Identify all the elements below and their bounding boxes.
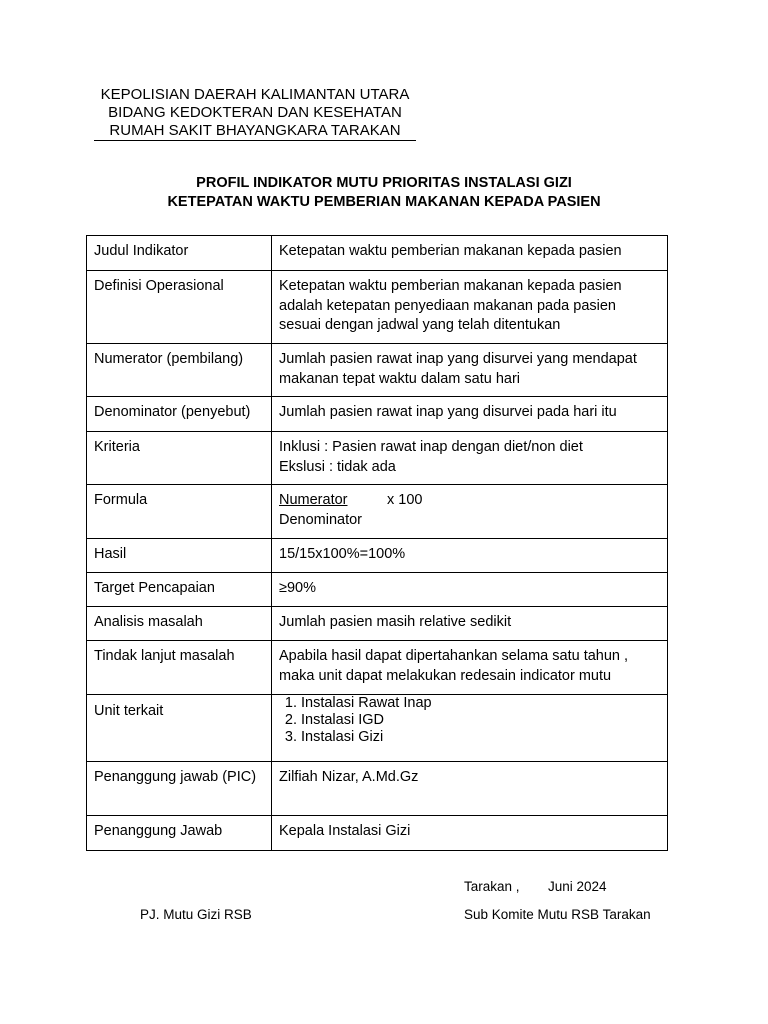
row-label-kriteria: Kriteria [87,432,272,485]
row-label-analisis: Analisis masalah [87,607,272,641]
table-row [87,344,668,397]
formula-numerator: Numerator [279,492,348,508]
table-row [87,432,668,485]
row-value-denominator: Jumlah pasien rawat inap yang disurvei pada hari itu [272,397,668,432]
list-item: 3. Instalasi Gizi [301,729,660,746]
row-value-numerator: Jumlah pasien rawat inap yang disurvei yang mendapat makanan tepat waktu dalam satu hari [272,344,668,397]
letterhead-line-2: BIDANG KEDOKTERAN DAN KESEHATAN [108,104,402,121]
letterhead [94,86,416,141]
table-row [87,762,668,816]
row-value-target: ≥90% [272,573,668,607]
row-label-numerator: Numerator (pembilang) [87,344,272,397]
row-label-formula: Formula [87,485,272,539]
row-value-analisis: Jumlah pasien masih relative sedikit [272,607,668,641]
table-row [87,573,668,607]
letterhead-line-3: RUMAH SAKIT BHAYANGKARA TARAKAN [94,122,416,141]
row-value-judul: Ketepatan waktu pemberian makanan kepada pasien [272,236,668,271]
row-label-target: Target Pencapaian [87,573,272,607]
row-label-unit-terkait: Unit terkait [87,695,272,762]
footer-place: Tarakan , [464,879,520,894]
table-row [87,397,668,432]
document-title-line-1: PROFIL INDIKATOR MUTU PRIORITAS INSTALASI GIZI [196,175,572,191]
document-title-line-2: KETEPATAN WAKTU PEMBERIAN MAKANAN KEPADA PASIEN [167,194,601,210]
table-row [87,816,668,851]
row-label-judul: Judul Indikator [87,236,272,271]
row-value-kriteria [272,432,668,485]
footer-date: Juni 2024 [548,879,607,894]
kriteria-eksklusi: Ekslusi : tidak ada [279,458,396,475]
row-value-unit-terkait [272,695,668,762]
row-value-penanggung-jawab: Kepala Instalasi Gizi [272,816,668,851]
row-value-hasil: 15/15x100%=100% [272,539,668,573]
row-value-formula [272,485,668,539]
row-label-denominator: Denominator (penyebut) [87,397,272,432]
list-item: 2. Instalasi IGD [301,712,660,729]
formula-denominator: Denominator [279,511,363,528]
row-value-tindak-lanjut: Apabila hasil dapat dipertahankan selama satu tahun , maka unit dapat melakukan redesain indicator mutu [272,641,668,695]
row-label-definisi: Definisi Operasional [87,271,272,344]
row-label-pic: Penanggung jawab (PIC) [87,762,272,816]
indicator-profile-table [86,235,668,851]
row-label-hasil: Hasil [87,539,272,573]
table-row [87,539,668,573]
table-row [87,607,668,641]
table-row [87,485,668,539]
table-row [87,641,668,695]
row-label-tindak-lanjut: Tindak lanjut masalah [87,641,272,695]
table-row [87,695,668,762]
right-signatory: Sub Komite Mutu RSB Tarakan [464,907,651,922]
table-row [87,271,668,344]
row-value-pic: Zilfiah Nizar, A.Md.Gz [272,762,668,816]
unit-list [279,695,660,746]
letterhead-line-1: KEPOLISIAN DAERAH KALIMANTAN UTARA [100,86,410,103]
list-item: 1. Instalasi Rawat Inap [301,695,660,712]
kriteria-inklusi: Inklusi : Pasien rawat inap dengan diet/non diet [279,439,583,455]
row-label-penanggung-jawab: Penanggung Jawab [87,816,272,851]
left-signatory: PJ. Mutu Gizi RSB [140,907,252,922]
row-value-definisi: Ketepatan waktu pemberian makanan kepada pasien adalah ketepatan penyediaan makanan pada pasien sesuai dengan jadwal yang telah ditentukan [272,271,668,344]
formula-multiplier: x 100 [387,492,423,508]
table-row [87,236,668,271]
